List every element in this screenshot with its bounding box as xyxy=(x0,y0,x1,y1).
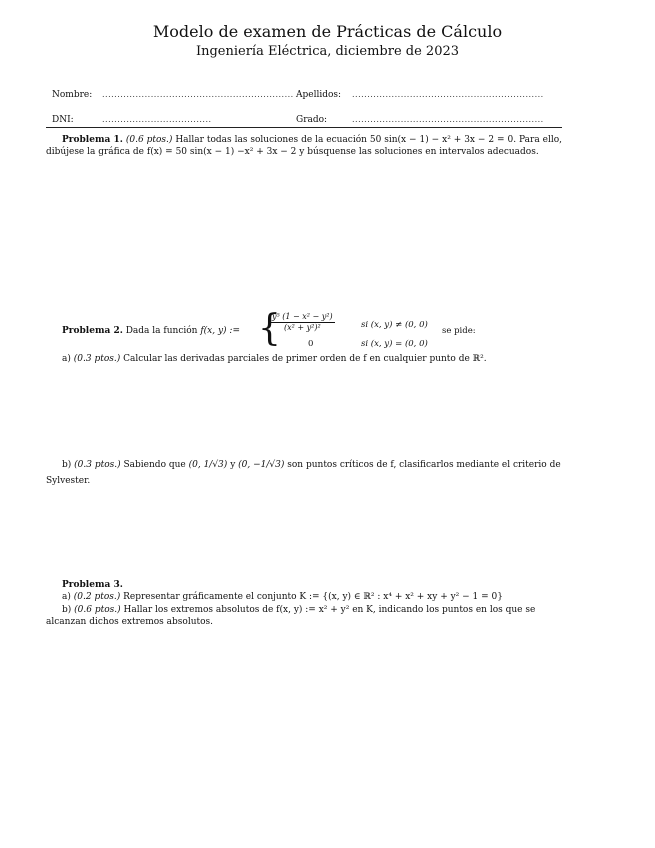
problem-3-label xyxy=(62,579,578,591)
problem-2-pide: se pide: xyxy=(442,326,476,336)
problem-2a xyxy=(62,353,562,365)
problem-2-fname: f(x, y) := xyxy=(200,326,240,336)
problem-2b-points: (0.3 ptos.) xyxy=(74,460,121,470)
piecewise-brace: { xyxy=(258,308,281,349)
problem-2b-text3: Sylvester. xyxy=(46,476,91,486)
problem-2b-line1 xyxy=(62,459,562,471)
problem-3-title: Problema 3. xyxy=(62,580,123,590)
problem-2a-text: Calcular las derivadas parciales de primer orden de f en cualquier punto de ℝ². xyxy=(123,354,487,364)
problem-1-label: Problema 1. xyxy=(62,135,123,145)
problem-3b xyxy=(62,604,562,616)
condition-1: si (x, y) ≠ (0, 0) xyxy=(361,320,428,330)
fraction-numerator: y⁵ (1 − x² − y²) xyxy=(272,312,333,321)
problem-3b-text2: alcanzan dichos extremos absolutos. xyxy=(46,617,214,627)
problem-2b-text2: son puntos críticos de f, clasificarlos mediante el criterio de xyxy=(287,460,561,470)
problem-1-text-b: ello, dibújese la gráfica de f(x) = 50 sin(x − 1) −x² + 3x − 2 y búsquense las soluciones en intervalos adecuados. xyxy=(46,135,562,157)
critical-point-2: (0, −1/√3) xyxy=(238,460,285,470)
dni-field[interactable]: .................................... xyxy=(102,115,212,124)
problem-1-points: (0.6 ptos.) xyxy=(125,135,173,145)
problem-1-text-a: Hallar todas las soluciones de la ecuación 50 sin(x − 1) − x² + 3x − 2 = 0. Para xyxy=(175,135,540,145)
nombre-field[interactable]: ............................................................... xyxy=(102,90,294,99)
problem-2b-y: y xyxy=(230,460,236,470)
dni-label: DNI: xyxy=(52,115,74,125)
page-subtitle: Ingeniería Eléctrica, diciembre de 2023 xyxy=(195,44,460,59)
condition-2: si (x, y) = (0, 0) xyxy=(361,339,428,349)
problem-2-label: Problema 2. xyxy=(62,326,123,336)
problem-2a-label: a) xyxy=(62,354,71,364)
page-title: Modelo de examen de Prácticas de Cálculo xyxy=(152,22,503,41)
problem-3a-label: a) xyxy=(62,592,71,602)
problem-2b-text1: Sabiendo que xyxy=(123,460,186,470)
problem-3b-label: b) xyxy=(62,605,72,615)
nombre-label: Nombre: xyxy=(52,90,93,100)
problem-1 xyxy=(46,134,562,158)
problem-3a-points: (0.2 ptos.) xyxy=(73,592,121,602)
problem-2-intro-line xyxy=(62,325,262,337)
problem-3b-text1: Hallar los extremos absolutos de f(x, y) := x² + y² en K, indicando los puntos en los que se xyxy=(123,605,536,615)
piecewise-zero: 0 xyxy=(308,339,314,349)
apellidos-field[interactable]: ............................................................... xyxy=(352,90,544,99)
problem-2-intro: Dada la función xyxy=(125,326,198,336)
grado-field[interactable]: ............................................................... xyxy=(352,115,544,124)
fraction-denominator: (x² + y²)² xyxy=(283,323,321,332)
grado-label: Grado: xyxy=(296,115,328,125)
header-divider xyxy=(46,127,562,128)
critical-point-1: (0, 1/√3) xyxy=(188,460,228,470)
problem-3b-points: (0.6 ptos.) xyxy=(74,605,121,615)
piecewise-fraction xyxy=(270,312,335,333)
problem-3a-text: Representar gráficamente el conjunto K := {(x, y) ∈ ℝ² : x⁴ + x² + xy + y² − 1 = 0} xyxy=(123,592,503,602)
problem-2a-points: (0.3 ptos.) xyxy=(73,354,121,364)
problem-3a xyxy=(62,591,562,603)
problem-2b-label: b) xyxy=(62,460,72,470)
apellidos-label: Apellidos: xyxy=(296,90,342,100)
